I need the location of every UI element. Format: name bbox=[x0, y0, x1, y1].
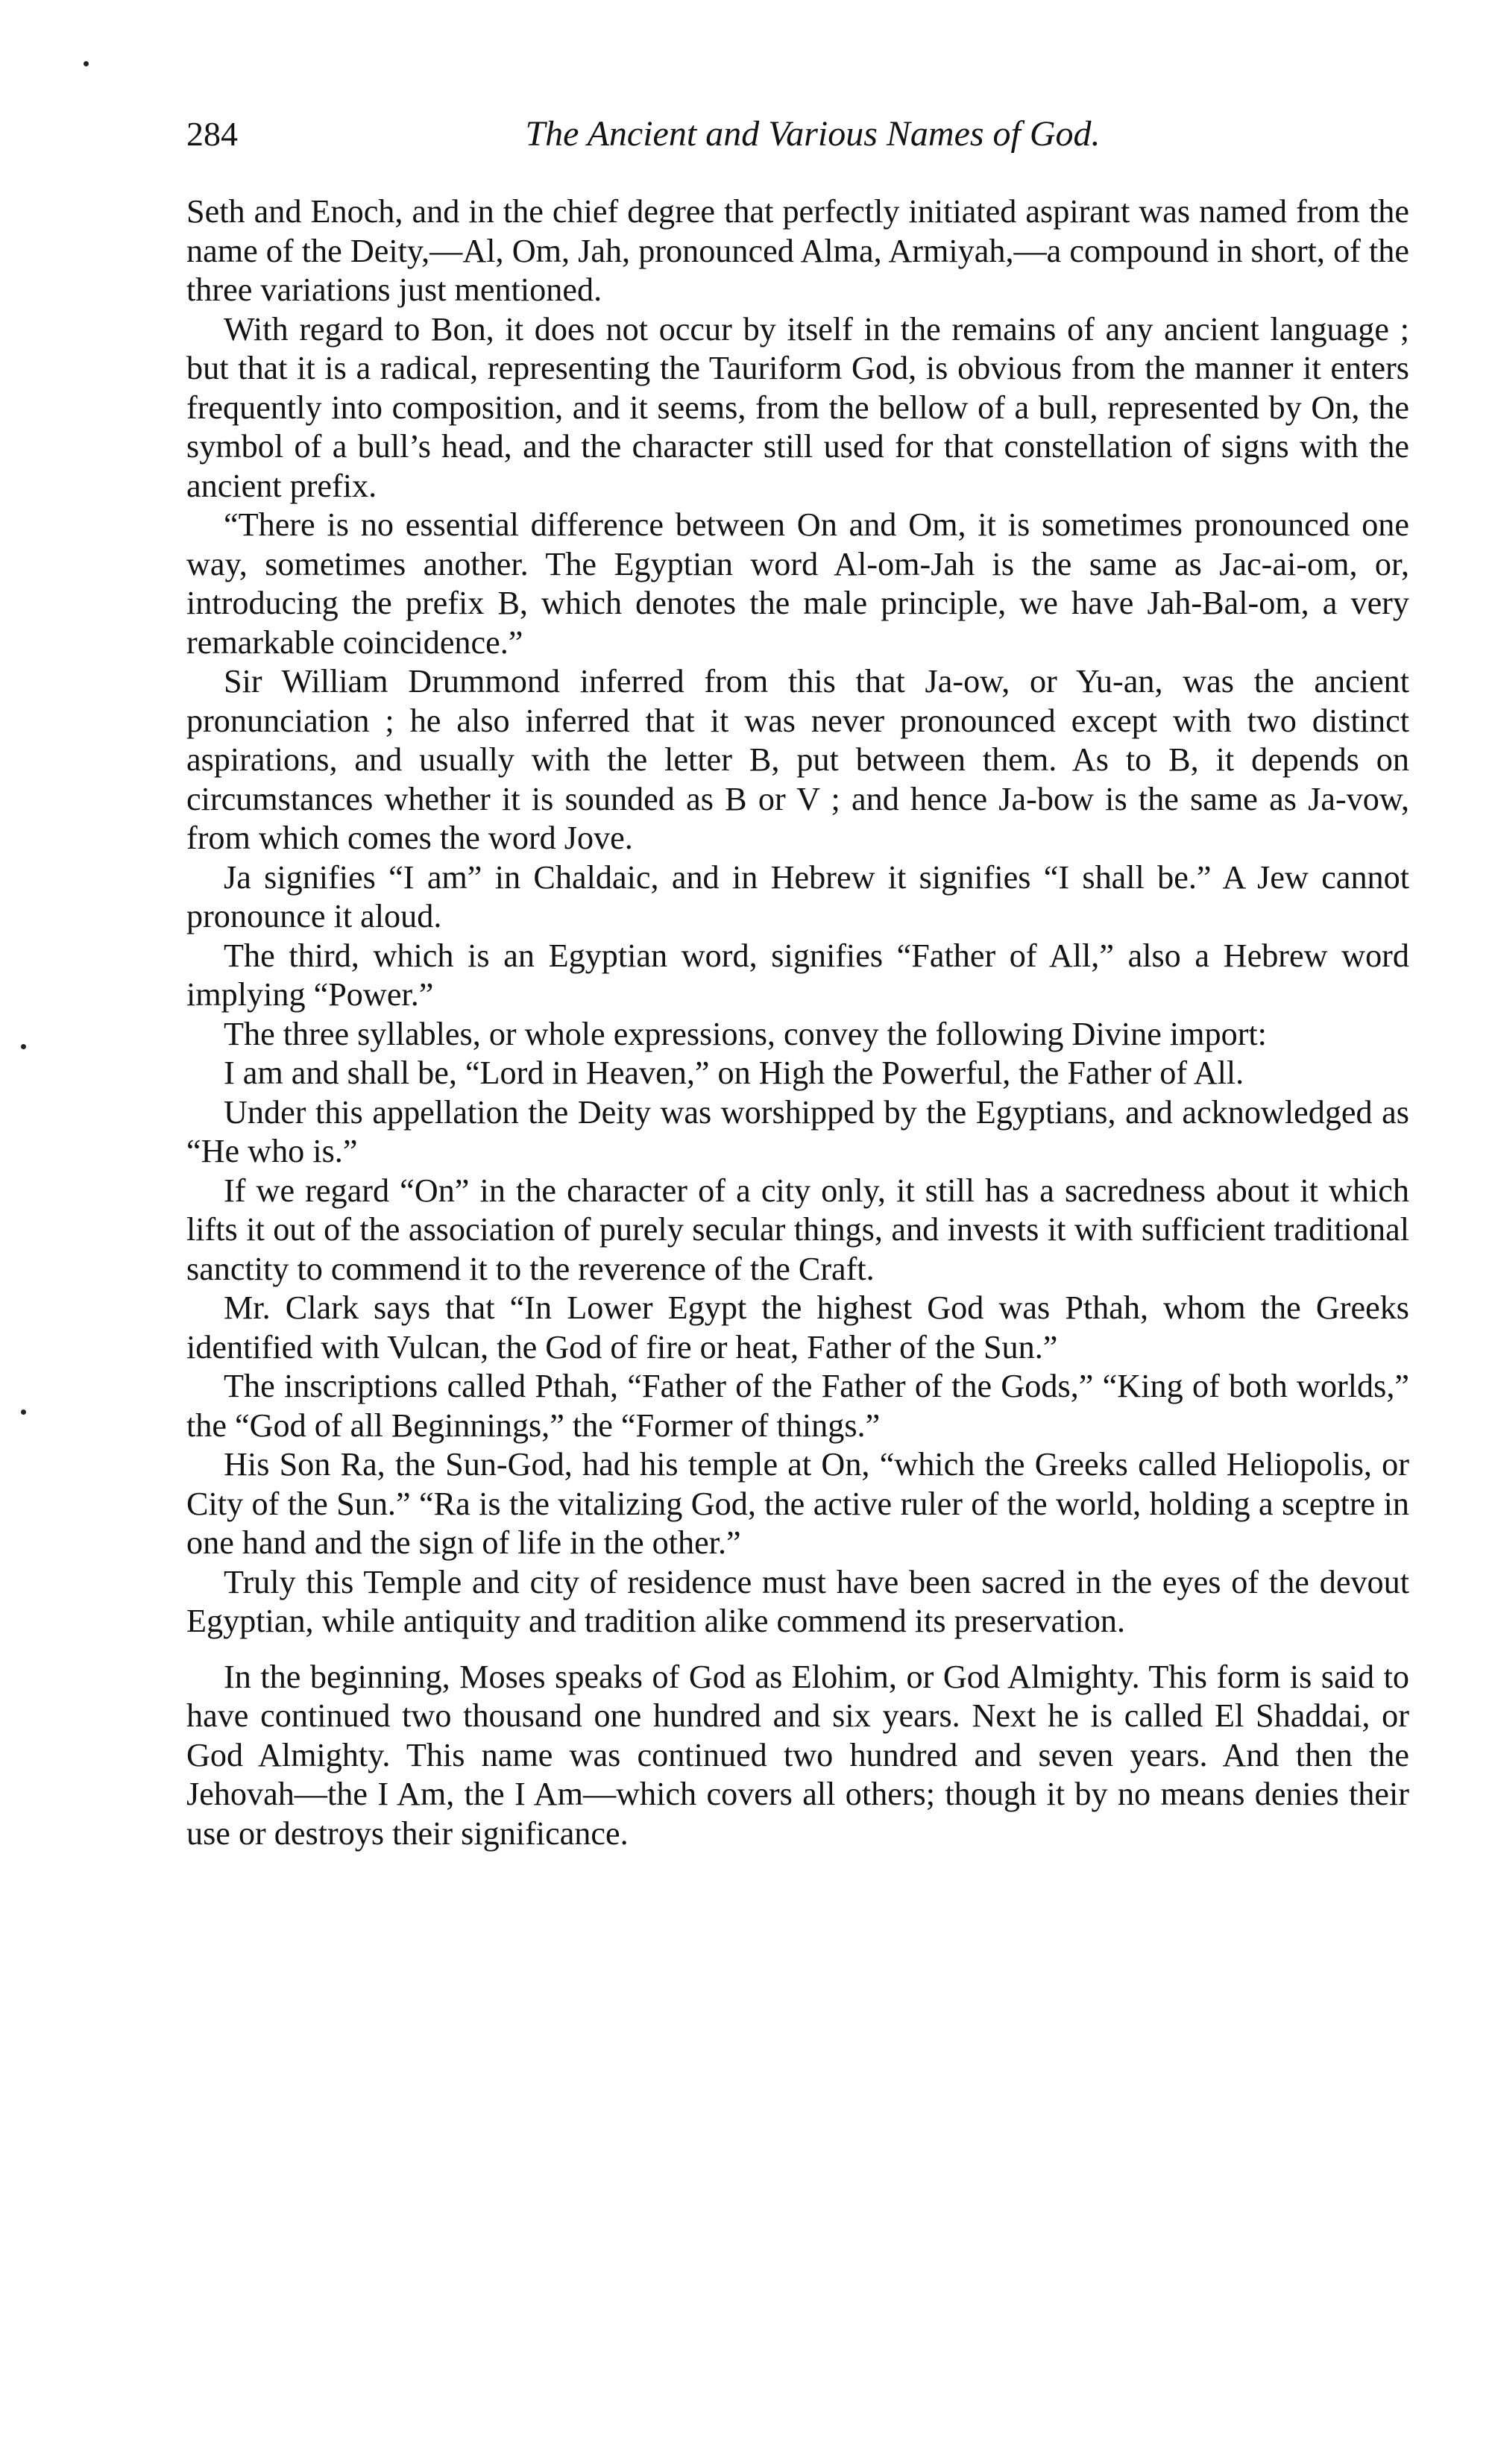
margin-speck-lower bbox=[21, 1409, 26, 1415]
margin-speck-top bbox=[84, 61, 89, 66]
paragraph: Under this appellation the Deity was worshipped by the Egyptians, and acknowledged as “He who is.” bbox=[186, 1093, 1409, 1169]
paragraph: The third, which is an Egyptian word, signifies “Father of All,” also a Hebrew word implying “Power.” bbox=[186, 937, 1409, 1013]
paragraph: The three syllables, or whole expressions, convey the following Divine import: bbox=[224, 1015, 1267, 1052]
running-head: The Ancient and Various Names of God. bbox=[525, 114, 1101, 154]
paragraph: His Son Ra, the Sun-God, had his temple at On, “which the Greeks called Heliopolis, or City of the Sun.” “Ra is the vitalizing God, the active ruler of the world, holding a sceptre in one hand and the sign of life in the other.” bbox=[186, 1446, 1409, 1561]
paragraph: “There is no essential difference between On and Om, it is sometimes pronounced one way, sometimes another. The Egyptian word Al-om-Jah is the same as Jac-ai-om, or, introducing the prefix B, which denotes the male principle, we have Jah-Bal-om, a very remarkable coincidence.” bbox=[186, 506, 1409, 661]
paragraph: I am and shall be, “Lord in Heaven,” on High the Powerful, the Father of All. bbox=[224, 1055, 1244, 1091]
paragraph: The inscriptions called Pthah, “Father of the Father of the Gods,” “King of both worlds,” the “God of all Beginnings,” the “Former of things.” bbox=[186, 1368, 1409, 1444]
margin-speck-middle bbox=[21, 1044, 26, 1049]
page-body bbox=[186, 192, 1409, 1853]
page-header bbox=[186, 112, 1409, 172]
paragraph: With regard to Bon, it does not occur by itself in the remains of any ancient language ; but that it is a radical, representing the Tauriform God, is obvious from the manner it enters frequently into composition, and it seems, from the bellow of a bull, represented by On, the symbol of a bull’s head, and the character still used for that constellation of signs with the ancient prefix. bbox=[186, 310, 1409, 504]
paragraph: Sir William Drummond inferred from this that Ja-ow, or Yu-an, was the ancient pronunciation ; he also inferred that it was never pronounced except with two distinct aspirations, and usually with the letter B, put between them. As to B, it depends on circumstances whether it is sounded as B or V ; and hence Ja-bow is the same as Ja-vow, from which comes the word Jove. bbox=[186, 663, 1409, 856]
paragraph: If we regard “On” in the character of a city only, it still has a sacredness about it which lifts it out of the association of purely secular things, and invests it with sufficient traditional sanctity to commend it to the reverence of the Craft. bbox=[186, 1172, 1409, 1287]
paragraph: Mr. Clark says that “In Lower Egypt the highest God was Pthah, whom the Greeks identified with Vulcan, the God of fire or heat, Father of the Sun.” bbox=[186, 1289, 1409, 1365]
page-number: 284 bbox=[186, 115, 238, 153]
paragraph: Seth and Enoch, and in the chief degree that perfectly initiated aspirant was named from the name of the Deity,—Al, Om, Jah, pronounced Alma, Armiyah,—a compound in short, of the three variations just mentioned. bbox=[186, 193, 1409, 308]
paragraph: Ja signifies “I am” in Chaldaic, and in Hebrew it signifies “I shall be.” A Jew cannot pronounce it aloud. bbox=[186, 858, 1409, 934]
paragraph: Truly this Temple and city of residence must have been sacred in the eyes of the devout Egyptian, while antiquity and tradition alike commend its preservation. bbox=[186, 1563, 1409, 1639]
paragraph: In the beginning, Moses speaks of God as Elohim, or God Almighty. This form is said to have continued two thousand one hundred and six years. Next he is called El Shaddai, or God Almighty. This name was continued two hundred and seven years. And then the Jehovah—the I Am, the I Am—which covers all others; though it by no means denies their use or destroys their significance. bbox=[186, 1658, 1409, 1852]
book-page bbox=[186, 112, 1409, 1853]
